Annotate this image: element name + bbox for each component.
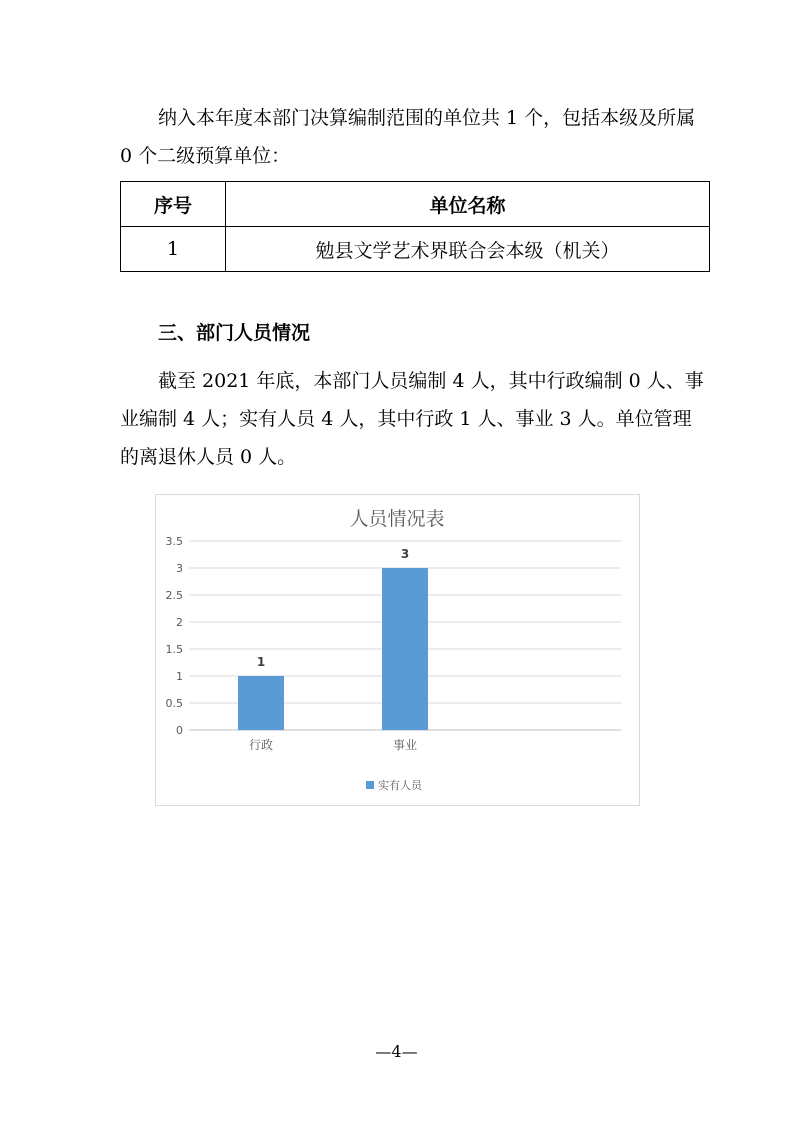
chart-title: 人员情况表: [349, 508, 445, 530]
header-unit-name: 单位名称: [226, 182, 710, 227]
y-tick-label: 0: [176, 724, 183, 737]
cell-index: 1: [121, 227, 226, 272]
y-tick-label: 3: [176, 562, 183, 575]
y-tick-label: 0.5: [165, 697, 183, 710]
x-tick-label: 事业: [392, 738, 418, 752]
y-tick-label: 2.5: [165, 589, 183, 602]
y-tick-label: 2: [176, 616, 183, 629]
table-header-row: [121, 182, 710, 227]
legend-swatch: [366, 781, 374, 789]
y-tick-label: 3.5: [165, 535, 183, 548]
legend-label: 实有人员: [378, 779, 422, 792]
data-label: 1: [256, 655, 266, 669]
section-heading: 三、部门人员情况: [158, 322, 311, 344]
header-index: 序号: [121, 182, 226, 227]
bar-1: [238, 676, 284, 730]
personnel-paragraph: 截至 2021 年底，本部门人员编制 4 人，其中行政编制 0 人、事业编制 4 人；实有人员 4 人，其中行政 1 人、事业 3 人。单位管理的离退休人员 0 人。: [120, 370, 704, 468]
data-label: 3: [400, 547, 410, 561]
y-tick-label: 1: [176, 670, 183, 683]
x-tick-label: 行政: [248, 738, 274, 752]
cell-unit-name: 勉县文学艺术界联合会本级（机关）: [226, 227, 710, 272]
unit-table: [120, 181, 710, 272]
chart-svg: [156, 495, 639, 805]
intro-paragraph: 纳入本年度本部门决算编制范围的单位共 1 个，包括本级及所属 0 个二级预算单位：: [120, 107, 696, 167]
table-row: [121, 227, 710, 272]
bar-2: [382, 568, 428, 730]
y-tick-label: 1.5: [165, 643, 183, 656]
page-number: —4—: [375, 1042, 418, 1061]
personnel-chart: [155, 494, 640, 806]
